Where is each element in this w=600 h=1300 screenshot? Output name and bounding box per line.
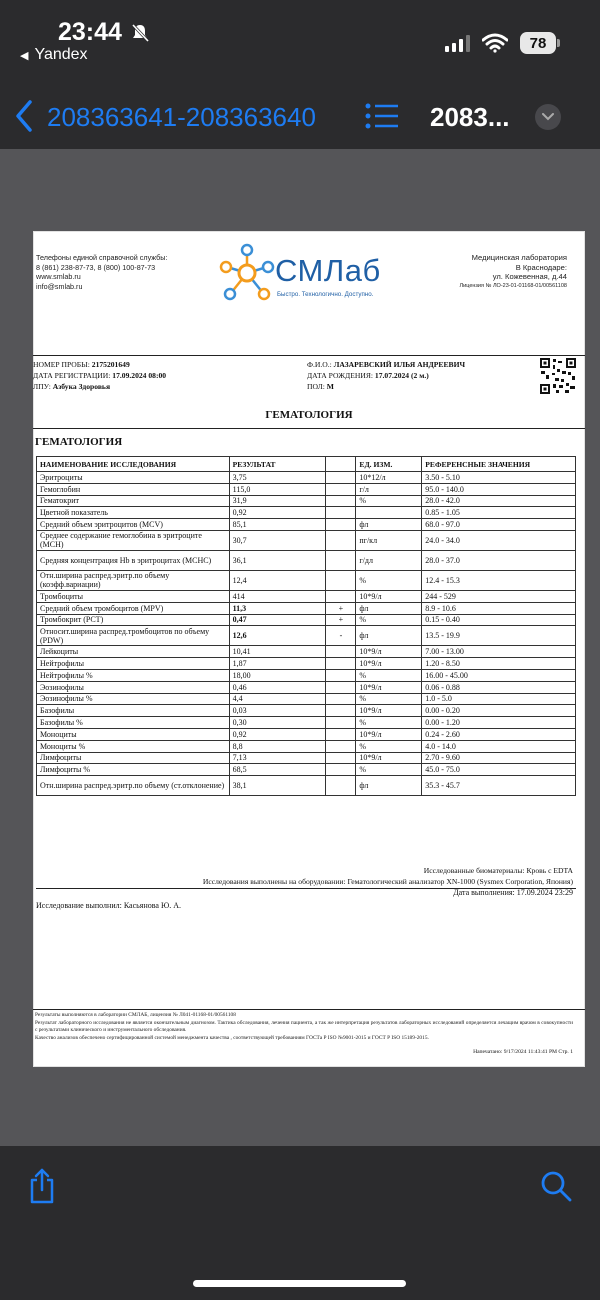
analysis-notes — [203, 865, 573, 887]
lab-license: Лицензия № ЛО-23-01-01168-01/00561108 — [459, 282, 567, 289]
result-cell: 0,92 — [229, 507, 326, 519]
reference-cell: 45.0 - 75.0 — [422, 764, 576, 776]
unit-cell: % — [356, 717, 422, 729]
result-cell: 11,3 — [229, 602, 326, 614]
result-cell: 115,0 — [229, 483, 326, 495]
flag-cell — [326, 740, 356, 752]
legal-line: Качество анализов обеспечено сертифицированной системой менеджмента качества , соответствующей требованиям ГОСТа Р ISO №9001-2015 и ГОСТ Р ISO 15189-2015. — [35, 1034, 429, 1041]
table-row — [37, 570, 576, 590]
reference-cell: 1.20 - 8.50 — [422, 658, 576, 670]
test-name-cell: Гемоглобин — [37, 483, 230, 495]
status-time — [58, 18, 150, 47]
result-cell: 10,41 — [229, 646, 326, 658]
unit-cell: % — [356, 764, 422, 776]
reference-cell: 0.15 - 0.40 — [422, 614, 576, 626]
list-icon[interactable] — [364, 102, 400, 130]
test-name-cell: Моноциты — [37, 728, 230, 740]
result-cell: 12,6 — [229, 626, 326, 646]
report-title: ГЕМАТОЛОГИЯ — [265, 409, 353, 421]
patient-meta-right — [307, 359, 465, 392]
flag-cell — [326, 483, 356, 495]
reference-cell: 0.06 - 0.88 — [422, 681, 576, 693]
flag-cell — [326, 693, 356, 705]
table-row — [37, 472, 576, 484]
flag-cell — [326, 550, 356, 570]
result-cell: 38,1 — [229, 776, 326, 796]
result-cell: 414 — [229, 590, 326, 602]
flag-cell — [326, 681, 356, 693]
flag-cell: + — [326, 614, 356, 626]
top-bar — [0, 0, 600, 149]
test-name-cell: Средний объем эритроцитов (MCV) — [37, 519, 230, 531]
table-row — [37, 614, 576, 626]
unit-cell: г/л — [356, 483, 422, 495]
lab-report-page — [33, 231, 585, 1067]
molecule-logo-icon — [219, 243, 275, 303]
divider — [33, 428, 585, 429]
flag-cell: + — [326, 602, 356, 614]
test-name-cell: Эозинофилы — [37, 681, 230, 693]
unit-cell: фл — [356, 602, 422, 614]
test-name-cell: Базофилы % — [37, 717, 230, 729]
reference-cell: 4.0 - 14.0 — [422, 740, 576, 752]
reference-cell: 28.0 - 37.0 — [422, 550, 576, 570]
table-row — [37, 495, 576, 507]
table-row — [37, 681, 576, 693]
unit-cell: 10*9/л — [356, 728, 422, 740]
test-name-cell: Средний объем тромбоцитов (MPV) — [37, 602, 230, 614]
reference-cell: 35.3 - 45.7 — [422, 776, 576, 796]
test-name-cell: Лимфоциты % — [37, 764, 230, 776]
divider — [33, 355, 585, 356]
test-name-cell: Эозинофилы % — [37, 693, 230, 705]
flag-cell — [326, 530, 356, 550]
result-cell: 30,7 — [229, 530, 326, 550]
result-cell: 36,1 — [229, 550, 326, 570]
flag-cell — [326, 764, 356, 776]
table-row — [37, 752, 576, 764]
contact-phones: 8 (861) 238-87-73, 8 (800) 100-87-73 — [36, 262, 156, 272]
test-name-cell: Лимфоциты — [37, 752, 230, 764]
flag-cell — [326, 495, 356, 507]
reference-cell: 3.50 - 5.10 — [422, 472, 576, 484]
unit-cell: % — [356, 669, 422, 681]
flag-cell: - — [326, 626, 356, 646]
birth-date: ДАТА РОЖДЕНИЯ: 17.07.2024 (2 м.) — [307, 371, 429, 380]
test-name-cell: Цветной показатель — [37, 507, 230, 519]
unit-cell: % — [356, 614, 422, 626]
unit-cell — [356, 507, 422, 519]
test-name-cell: Нейтрофилы — [37, 658, 230, 670]
legal-line: Результаты выполняются в лаборатории СМЛАБ, лицензия № Л041-01168-01/00561108 — [35, 1012, 236, 1018]
column-header: НАИМЕНОВАНИЕ ИССЛЕДОВАНИЯ — [37, 457, 230, 472]
result-cell: 68,5 — [229, 764, 326, 776]
clock: 23:44 — [58, 18, 122, 46]
printed-timestamp: Напечатано: 9/17/2024 11:43:41 PM Стр. 1 — [473, 1049, 573, 1055]
column-header: РЕЗУЛЬТАТ — [229, 457, 326, 472]
logo-slogan: Быстро. Технологично. Доступно. — [277, 291, 374, 298]
table-row — [37, 764, 576, 776]
table-row — [37, 530, 576, 550]
contact-email: info@smlab.ru — [36, 281, 83, 291]
column-header — [326, 457, 356, 472]
section-title: ГЕМАТОЛОГИЯ — [35, 436, 123, 448]
lab-line: В Краснодаре: — [515, 262, 567, 272]
result-cell: 1,87 — [229, 658, 326, 670]
lpu: ЛПУ: Азбука Здоровья — [33, 382, 111, 391]
unit-cell: фл — [356, 626, 422, 646]
result-cell: 0,92 — [229, 728, 326, 740]
contact-line: Телефоны единой справочной службы: — [36, 253, 168, 262]
unit-cell: 10*9/л — [356, 590, 422, 602]
cellular-signal-icon — [445, 34, 470, 52]
flag-cell — [326, 728, 356, 740]
patient-meta-left — [33, 359, 166, 392]
navigation-bar — [0, 96, 600, 136]
test-name-cell: Гематокрит — [37, 495, 230, 507]
test-name-cell: Средняя концентрация Hb в эритроцитах (MCHC) — [37, 550, 230, 570]
reference-cell: 8.9 - 10.6 — [422, 602, 576, 614]
table-row — [37, 728, 576, 740]
bottom-toolbar — [0, 1146, 600, 1300]
document-name: 2083... — [430, 102, 510, 132]
unit-cell: 10*9/л — [356, 752, 422, 764]
test-name-cell: Относит.ширина распред.тромбоцитов по объему (PDW) — [37, 626, 230, 646]
reference-cell: 24.0 - 34.0 — [422, 530, 576, 550]
search-icon[interactable] — [540, 1170, 572, 1202]
lab-line: ул. Кожевенная, д.44 — [492, 272, 567, 282]
table-row — [37, 590, 576, 602]
table-row — [37, 740, 576, 752]
table-row — [37, 483, 576, 495]
sample-number: НОМЕР ПРОБЫ: 2175201649 — [33, 360, 130, 369]
table-row — [37, 519, 576, 531]
result-cell: 3,75 — [229, 472, 326, 484]
result-cell: 8,8 — [229, 740, 326, 752]
unit-cell: 10*9/л — [356, 705, 422, 717]
result-cell: 0,46 — [229, 681, 326, 693]
home-indicator[interactable] — [193, 1280, 406, 1287]
table-row — [37, 626, 576, 646]
flag-cell — [326, 776, 356, 796]
table-row — [37, 602, 576, 614]
unit-cell: г/дл — [356, 550, 422, 570]
test-name-cell: Нейтрофилы % — [37, 669, 230, 681]
reference-cell: 13.5 - 19.9 — [422, 626, 576, 646]
back-to-app[interactable] — [20, 46, 88, 64]
unit-cell: 10*9/л — [356, 658, 422, 670]
table-row — [37, 507, 576, 519]
unit-cell: фл — [356, 519, 422, 531]
unit-cell: % — [356, 693, 422, 705]
contact-website: www.smlab.ru — [36, 272, 81, 281]
unit-cell: 10*9/л — [356, 646, 422, 658]
test-name-cell: Тромбоциты — [37, 590, 230, 602]
table-header-row — [37, 457, 576, 472]
wifi-icon — [482, 33, 508, 53]
test-name-cell: Базофилы — [37, 705, 230, 717]
result-cell: 85,1 — [229, 519, 326, 531]
battery-level: 78 — [529, 34, 547, 52]
table-row — [37, 693, 576, 705]
divider — [33, 1009, 585, 1010]
flag-cell — [326, 507, 356, 519]
test-name-cell: Тромбокрит (PCT) — [37, 614, 230, 626]
completion-date: Дата выполнения: 17.09.2024 23:29 — [453, 888, 573, 897]
battery-indicator — [520, 32, 556, 54]
lab-line: Медицинская лаборатория — [471, 253, 567, 262]
reference-cell: 0.24 - 2.60 — [422, 728, 576, 740]
flag-cell — [326, 472, 356, 484]
flag-cell — [326, 752, 356, 764]
reference-cell: 95.0 - 140.0 — [422, 483, 576, 495]
sex: ПОЛ: М — [307, 382, 334, 391]
back-app-label: Yandex — [34, 46, 88, 63]
flag-cell — [326, 705, 356, 717]
logo-wordmark: СМЛаб — [275, 253, 381, 288]
unit-cell: % — [356, 570, 422, 590]
legal-notes — [35, 1012, 573, 1042]
legal-line: Результат лабораторного исследования не является окончательным диагнозом. Тактика обследования, лечения пациента, а так же интерпретация результатов лабораторных исследований определяется лечащим врачом в совокупности с результатами клинического и инструментального обследования. — [35, 1019, 573, 1034]
result-cell: 0,30 — [229, 717, 326, 729]
test-name-cell: Отн.ширина распред.эритр.по объему (ст.отклонение) — [37, 776, 230, 796]
table-row — [37, 776, 576, 796]
reference-cell: 244 - 529 — [422, 590, 576, 602]
qr-code-icon — [539, 357, 577, 395]
document-title-link[interactable]: 208363641-208363640 — [47, 102, 316, 132]
result-cell: 7,13 — [229, 752, 326, 764]
table-row — [37, 658, 576, 670]
test-name-cell: Эритроциты — [37, 472, 230, 484]
registration-date: ДАТА РЕГИСТРАЦИИ: 17.09.2024 08:00 — [33, 371, 167, 380]
table-row — [37, 717, 576, 729]
table-row — [37, 550, 576, 570]
biomaterial-note: Исследованные биоматериалы: Кровь с EDTA — [423, 866, 573, 875]
table-row — [37, 646, 576, 658]
share-icon[interactable] — [28, 1168, 56, 1204]
performer: Исследование выполнил: Касьянова Ю. А. — [36, 901, 181, 910]
flag-cell — [326, 646, 356, 658]
bell-slash-icon — [130, 23, 150, 43]
reference-cell: 7.00 - 13.00 — [422, 646, 576, 658]
result-cell: 18,00 — [229, 669, 326, 681]
smlab-logo — [219, 243, 389, 303]
result-cell: 12,4 — [229, 570, 326, 590]
result-cell: 0,03 — [229, 705, 326, 717]
lab-address-block — [460, 253, 567, 291]
reference-cell: 12.4 - 15.3 — [422, 570, 576, 590]
unit-cell: % — [356, 740, 422, 752]
equipment-note: Исследования выполнены на оборудовании: Гематологический анализатор XN-1000 (Sysmex Corporation, Япония) — [202, 877, 573, 886]
flag-cell — [326, 658, 356, 670]
reference-cell: 0.00 - 0.20 — [422, 705, 576, 717]
test-name-cell: Лейкоциты — [37, 646, 230, 658]
result-cell: 31,9 — [229, 495, 326, 507]
contact-block — [36, 253, 167, 291]
chevron-down-icon — [542, 113, 554, 121]
unit-cell: пг/кл — [356, 530, 422, 550]
status-indicators — [445, 32, 556, 54]
reference-cell: 68.0 - 97.0 — [422, 519, 576, 531]
reference-cell: 28.0 - 42.0 — [422, 495, 576, 507]
unit-cell: 10*12/л — [356, 472, 422, 484]
flag-cell — [326, 519, 356, 531]
back-triangle-icon: ◀ — [20, 49, 29, 62]
flag-cell — [326, 669, 356, 681]
flag-cell — [326, 570, 356, 590]
flag-cell — [326, 717, 356, 729]
table-row — [37, 669, 576, 681]
results-table — [36, 456, 576, 796]
test-name-cell: Моноциты % — [37, 740, 230, 752]
reference-cell: 1.0 - 5.0 — [422, 693, 576, 705]
unit-cell: % — [356, 495, 422, 507]
chevron-left-icon[interactable] — [12, 98, 38, 134]
test-name-cell: Отн.ширина распред.эритр.по объему (коэфф.вариации) — [37, 570, 230, 590]
test-name-cell: Среднее содержание гемоглобина в эритроците (MCH) — [37, 530, 230, 550]
table-row — [37, 705, 576, 717]
result-cell: 0,47 — [229, 614, 326, 626]
flag-cell — [326, 590, 356, 602]
reference-cell: 0.00 - 1.20 — [422, 717, 576, 729]
unit-cell: 10*9/л — [356, 681, 422, 693]
reference-cell: 0.85 - 1.05 — [422, 507, 576, 519]
reference-cell: 16.00 - 45.00 — [422, 669, 576, 681]
result-cell: 4,4 — [229, 693, 326, 705]
options-button[interactable] — [535, 104, 561, 130]
patient-name: Ф.И.О.: ЛАЗАРЕВСКИЙ ИЛЬЯ АНДРЕЕВИЧ — [307, 360, 466, 369]
reference-cell: 2.70 - 9.60 — [422, 752, 576, 764]
column-header: РЕФЕРЕНСНЫЕ ЗНАЧЕНИЯ — [422, 457, 576, 472]
column-header: ЕД. ИЗМ. — [356, 457, 422, 472]
unit-cell: фл — [356, 776, 422, 796]
